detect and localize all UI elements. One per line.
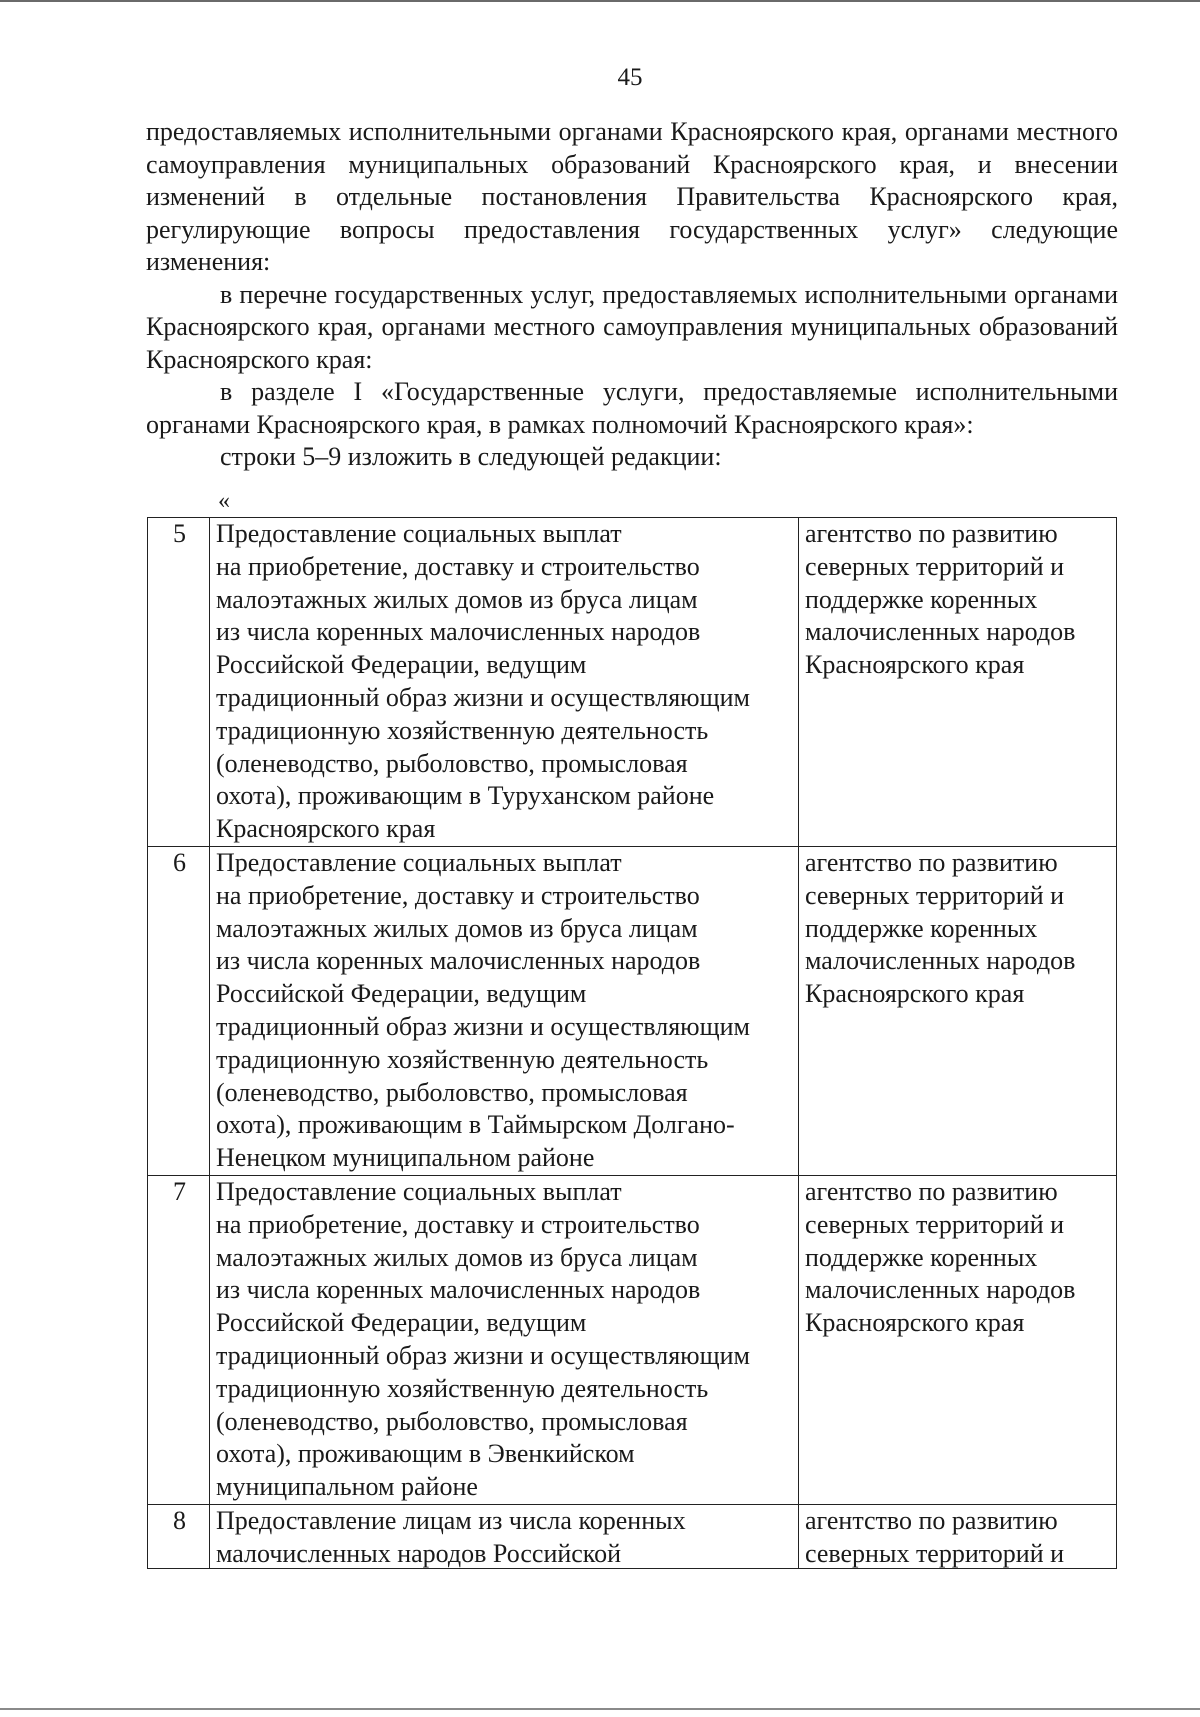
opening-quote-mark: « — [218, 488, 230, 514]
bottom-edge-rule — [0, 1708, 1200, 1710]
agency-cell: агентство по развитию северных территорий и поддержке коренных малочисленных народов Красноярского края — [799, 518, 1117, 847]
top-edge-rule — [0, 0, 1200, 2]
intro-paragraph-4: строки 5–9 изложить в следующей редакции: — [220, 442, 722, 471]
table-row — [148, 518, 1117, 847]
page-number: 45 — [617, 64, 643, 91]
row-number-cell: 5 — [148, 518, 210, 847]
intro-paragraph-3: в разделе I «Государственные услуги, предоставляемые исполнительными органами Красноярского края, в рамках полномочий Красноярского края»: — [146, 377, 1118, 439]
agency-text: агентство по развитию северных территорий и — [805, 1505, 1065, 1568]
service-name-text: Предоставление лицам из числа коренных малочисленных народов Российской — [216, 1505, 686, 1568]
service-name-cell — [210, 1504, 799, 1568]
service-name-cell: Предоставление социальных выплат на приобретение, доставку и строительство малоэтажных жилых домов из бруса лицам из числа коренных малочисленных народов Российской Федерации, ведущим традиционный образ жизни и осуществляющим традиционную хозяйственную деятельность (оленеводство, рыболовство, промысловая охота), проживающим в Туруханском районе Красноярского края — [210, 518, 799, 847]
agency-cell: агентство по развитию северных территорий и поддержке коренных малочисленных народов Красноярского края — [799, 846, 1117, 1175]
table-row — [148, 846, 1117, 1175]
row-number-cell: 8 — [148, 1504, 210, 1568]
services-table — [147, 517, 1117, 1569]
row-number-cell: 6 — [148, 846, 210, 1175]
table-row — [148, 1175, 1117, 1504]
service-name-cell: Предоставление социальных выплат на приобретение, доставку и строительство малоэтажных жилых домов из бруса лицам из числа коренных малочисленных народов Российской Федерации, ведущим традиционный образ жизни и осуществляющим традиционную хозяйственную деятельность (оленеводство, рыболовство, промысловая охота), проживающим в Таймырском Долгано- Ненецком муниципальном районе — [210, 846, 799, 1175]
agency-cell: агентство по развитию северных территорий и поддержке коренных малочисленных народов Красноярского края — [799, 1175, 1117, 1504]
agency-cell — [799, 1504, 1117, 1568]
service-name-cell: Предоставление социальных выплат на приобретение, доставку и строительство малоэтажных жилых домов из бруса лицам из числа коренных малочисленных народов Российской Федерации, ведущим традиционный образ жизни и осуществляющим традиционную хозяйственную деятельность (оленеводство, рыболовство, промысловая охота), проживающим в Эвенкийском муниципальном районе — [210, 1175, 799, 1504]
intro-text — [146, 116, 1118, 474]
intro-paragraph-2: в перечне государственных услуг, предоставляемых исполнительными органами Красноярского края, органами местного самоуправления муниципальных образований Красноярского края: — [146, 279, 1118, 374]
table-row — [148, 1504, 1117, 1568]
row-number-cell: 7 — [148, 1175, 210, 1504]
intro-paragraph-1: предоставляемых исполнительными органами Красноярского края, органами местного самоуправления муниципальных образований Красноярского края, и внесении изменений в отдельные постановления Правительства Красноярского края, регулирующие вопросы предоставления государственных услуг» следующие изменения: — [146, 117, 1118, 276]
